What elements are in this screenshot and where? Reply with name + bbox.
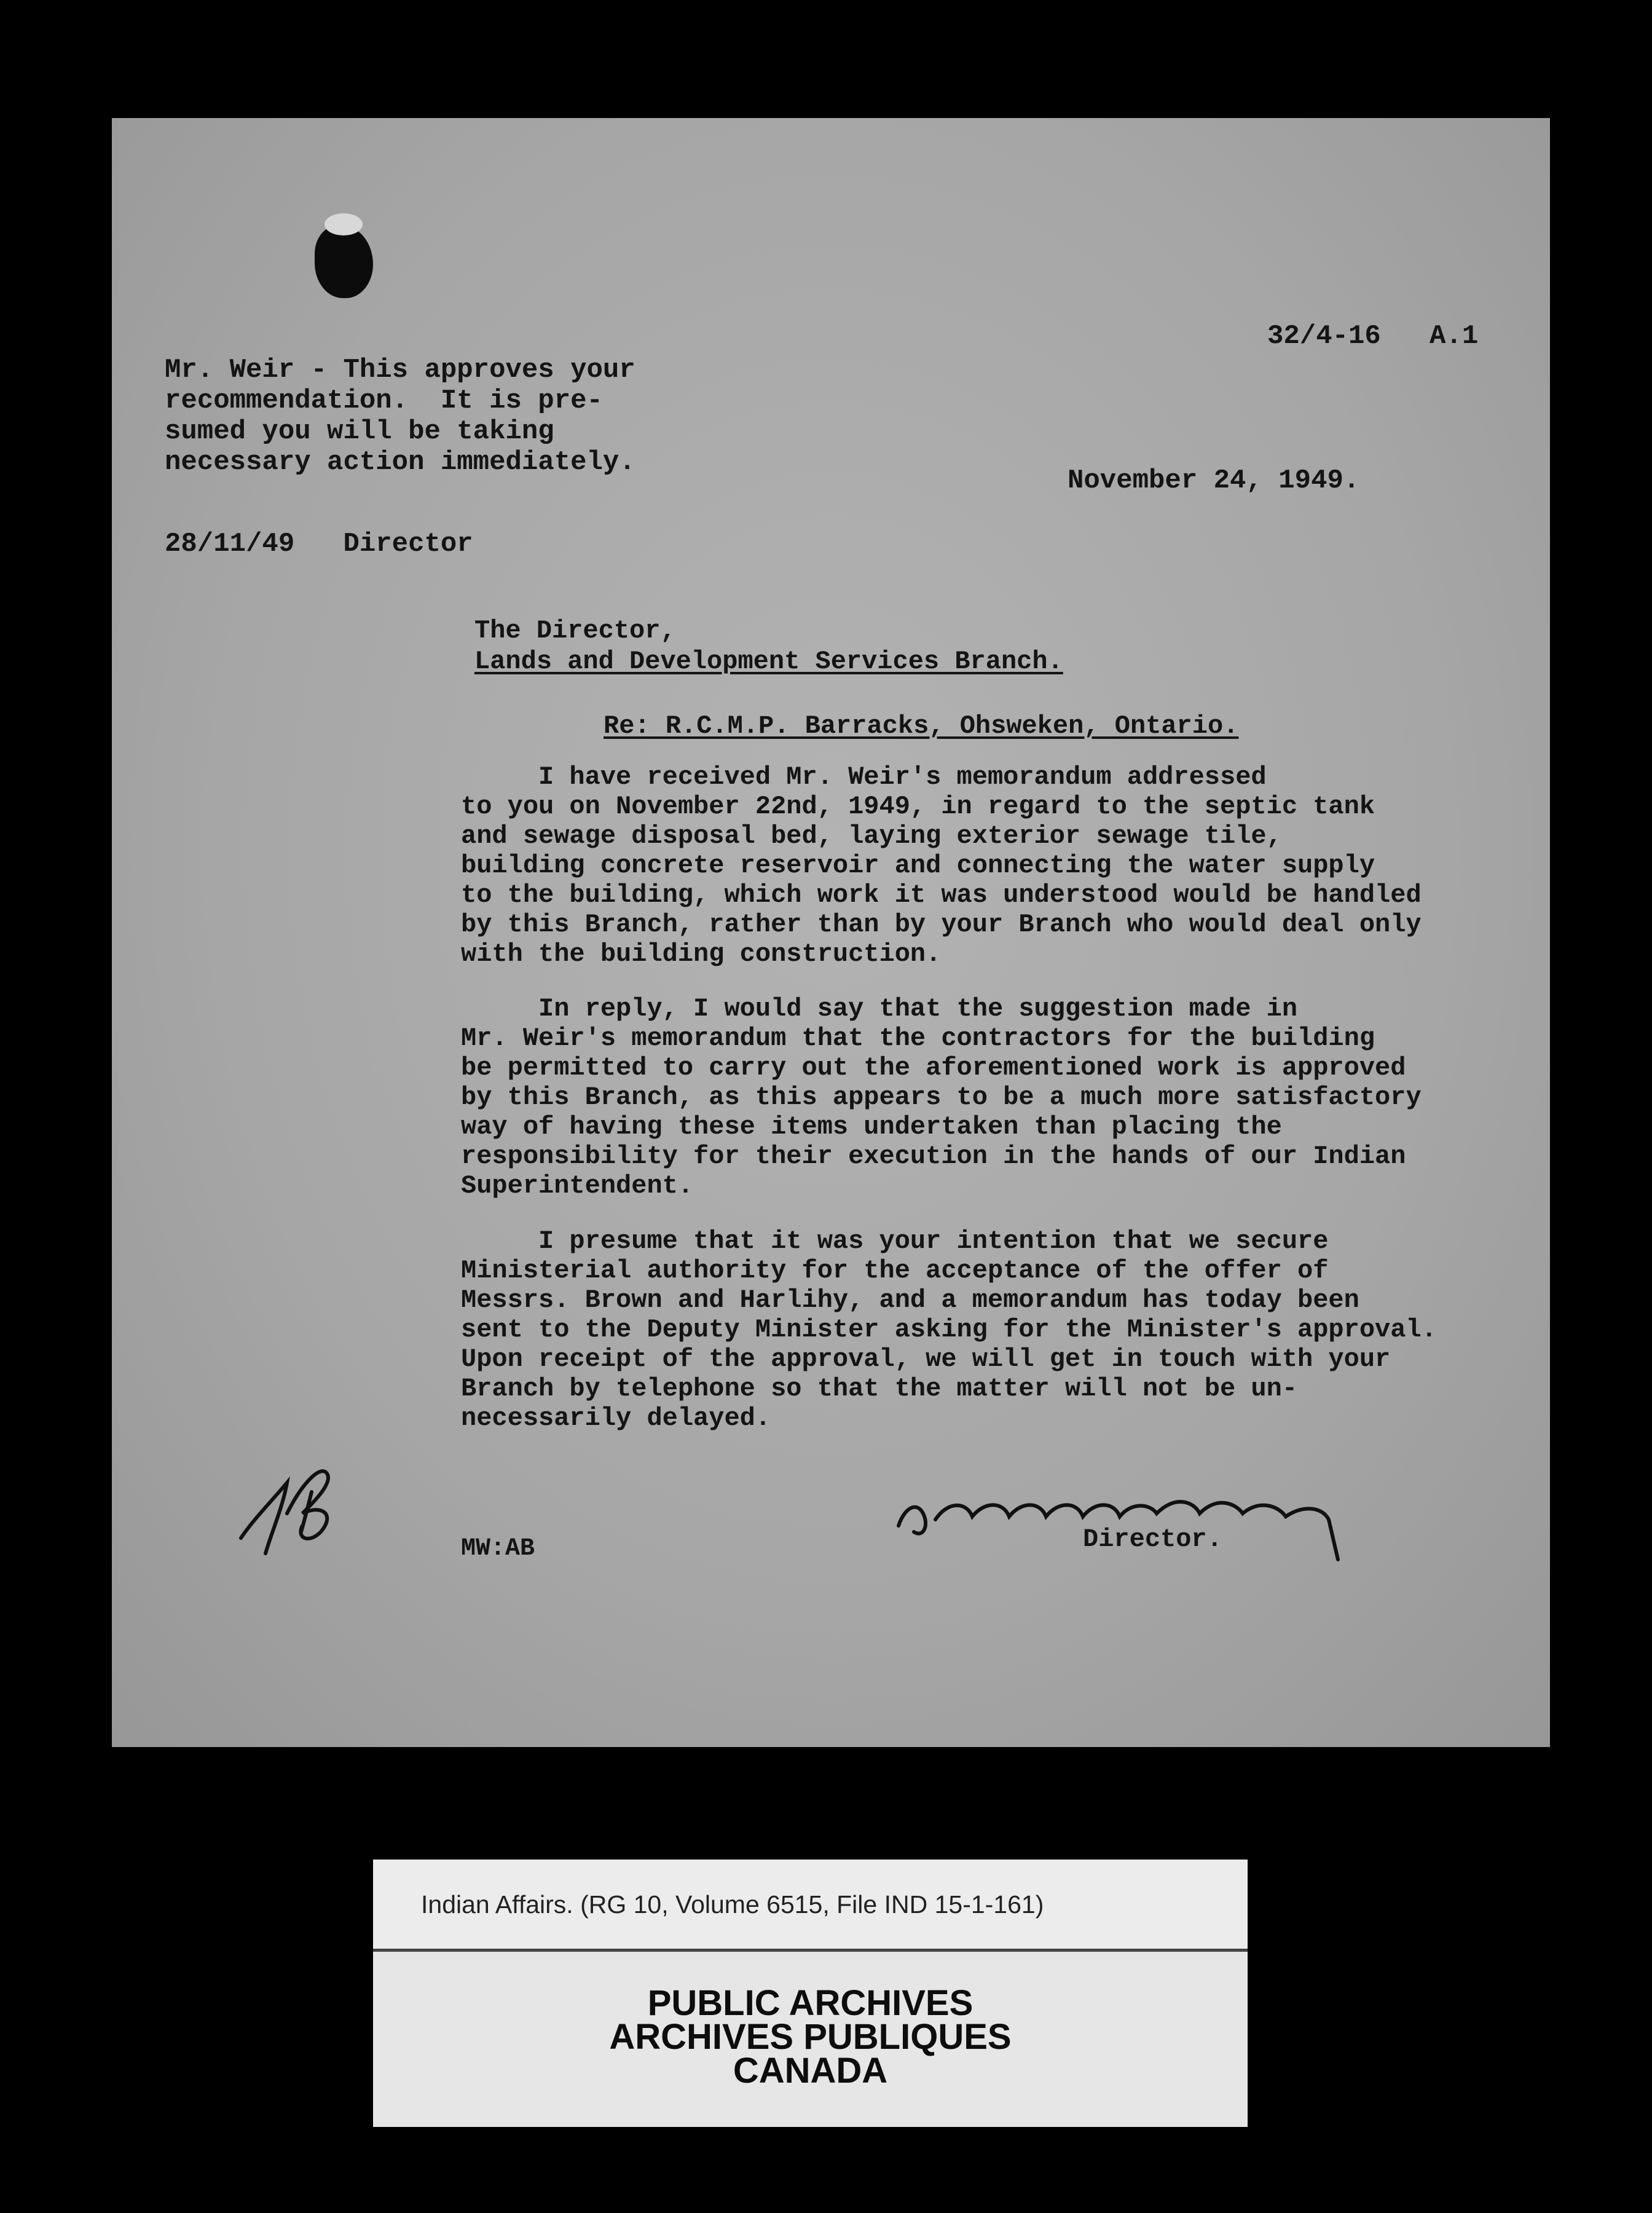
body-line: be permitted to carry out the aforementioned work is approved [461, 1053, 1406, 1083]
body-line: by this Branch, rather than by your Branch who would deal only [461, 910, 1422, 939]
body-line: Superintendent. [461, 1171, 694, 1201]
body-line: In reply, I would say that the suggestion made in [461, 994, 1298, 1024]
letter-date: November 24, 1949. [1068, 465, 1360, 496]
body-line: with the building construction. [461, 939, 942, 969]
body-line: way of having these items undertaken than placing the [461, 1112, 1282, 1142]
body-line: sent to the Deputy Minister asking for the Minister's approval. [461, 1315, 1437, 1344]
body-line: Messrs. Brown and Harlihy, and a memorandum has today been [461, 1285, 1359, 1315]
body-line: I presume that it was your intention that we secure [461, 1226, 1329, 1256]
body-line: Ministerial authority for the acceptance of the offer of [461, 1256, 1329, 1285]
subject-line: Re: R.C.M.P. Barracks, Ohsweken, Ontario. [604, 711, 1239, 741]
body-line: responsibility for their execution in the hands of our Indian [461, 1142, 1406, 1171]
body-line: and sewage disposal bed, laying exterior sewage tile, [461, 821, 1282, 851]
body-line: Upon receipt of the approval, we will get in touch with your [461, 1344, 1391, 1374]
note-signoff: 28/11/49 Director [165, 529, 473, 559]
note-line: sumed you will be taking [165, 416, 554, 447]
handwritten-initials [229, 1446, 388, 1569]
body-line: Mr. Weir's memorandum that the contractors for the building [461, 1024, 1375, 1053]
body-line: necessarily delayed. [461, 1403, 771, 1433]
addressee-title: The Director, [474, 616, 676, 645]
archive-stamp-line2: ARCHIVES PUBLIQUES [609, 2017, 1012, 2057]
archive-reference-strip [373, 1860, 1248, 1952]
addressee-branch: Lands and Development Services Branch. [474, 647, 1063, 676]
typist-initials: MW:AB [461, 1535, 535, 1563]
letter-page [112, 118, 1550, 1747]
page-number-mark [315, 226, 373, 298]
file-reference: 32/4-16 A.1 [1267, 321, 1479, 352]
note-line: Mr. Weir - This approves your [165, 355, 635, 385]
body-line: I have received Mr. Weir's memorandum addressed [461, 762, 1267, 792]
signature-title: Director. [1083, 1525, 1222, 1554]
body-line: by this Branch, as this appears to be a much more satisfactory [461, 1083, 1422, 1112]
body-line: to you on November 22nd, 1949, in regard to the septic tank [461, 792, 1375, 821]
body-line: to the building, which work it was understood would be handled [461, 880, 1422, 910]
archive-stamp-line1: PUBLIC ARCHIVES [647, 1983, 974, 2023]
note-line: recommendation. It is pre- [165, 385, 603, 416]
archive-reference: Indian Affairs. (RG 10, Volume 6515, File IND 15-1-161) [421, 1890, 1044, 1919]
archive-label [373, 1860, 1248, 2127]
note-line: necessary action immediately. [165, 447, 635, 478]
body-line: building concrete reservoir and connecting the water supply [461, 851, 1375, 880]
body-line: Branch by telephone so that the matter will not be un- [461, 1374, 1298, 1403]
archive-stamp-line3: CANADA [733, 2051, 888, 2091]
